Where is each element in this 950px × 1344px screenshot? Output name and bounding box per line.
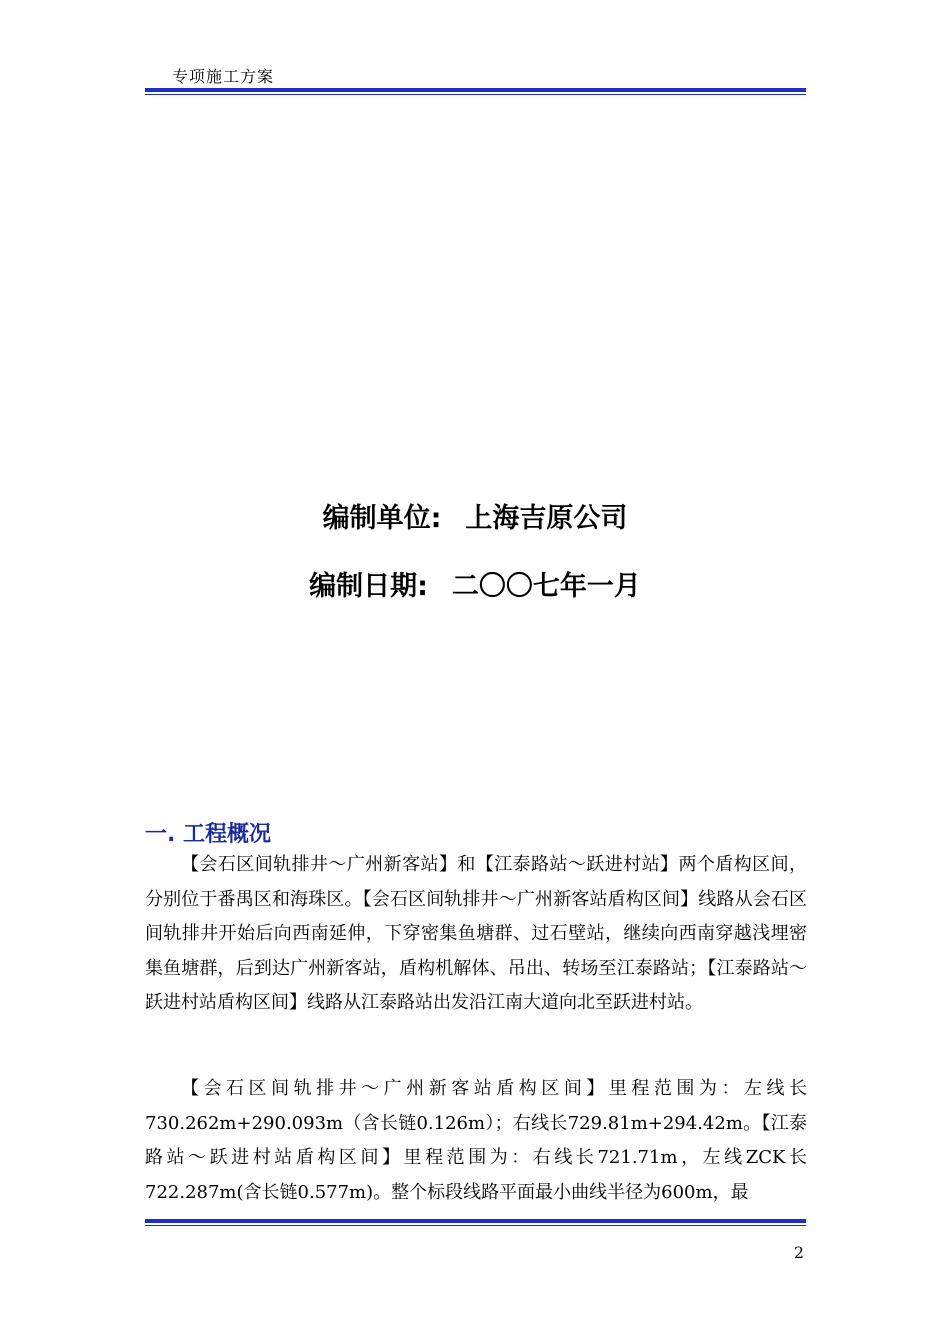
footer-rule	[145, 1219, 806, 1226]
compiling-unit-label: 编制单位:	[322, 503, 442, 534]
document-header-title: 专项施工方案	[172, 67, 275, 86]
compiling-unit-line	[0, 496, 950, 535]
paragraph-text: 【会石区间轨排井～广州新客站】和【江泰路站～跃进村站】两个盾构区间，分别位于番禺区和海珠区。【会石区间轨排井～广州新客站盾构区间】线路从会石区间轨排井开始后向西南延伸，下穿密集鱼塘群、过石壁站，继续向西南穿越浅埋密集鱼塘群，后到达广州新客站，盾构机解体、吊出、转场至江泰路站；【江泰路站～跃进村站盾构区间】线路从江泰路站出发沿江南大道向北至跃进村站。	[145, 854, 807, 1013]
body-paragraph-2	[145, 1072, 807, 1210]
compiling-date-label: 编制日期:	[309, 571, 428, 602]
compiling-date-line	[0, 564, 950, 603]
header-rule	[145, 88, 806, 95]
compiling-date-value: 二〇〇七年一月	[451, 571, 641, 602]
page-number: 2	[793, 1243, 804, 1262]
compiling-unit-value: 上海吉原公司	[465, 503, 628, 534]
paragraph-text: 【会石区间轨排井～广州新客站盾构区间】里程范围为：左线长730.262m+290.093m（含长链0.126m）；右线长729.81m+294.42m。【江泰路站～跃进村站盾构区间】里程范围为：右线长721.71m，左线ZCK长722.287m(含长链0.577m)。整个标段线路平面最小曲线半径为600m，最	[145, 1078, 807, 1203]
body-paragraph-1	[145, 848, 807, 1021]
section-heading: 一. 工程概况	[145, 822, 272, 847]
